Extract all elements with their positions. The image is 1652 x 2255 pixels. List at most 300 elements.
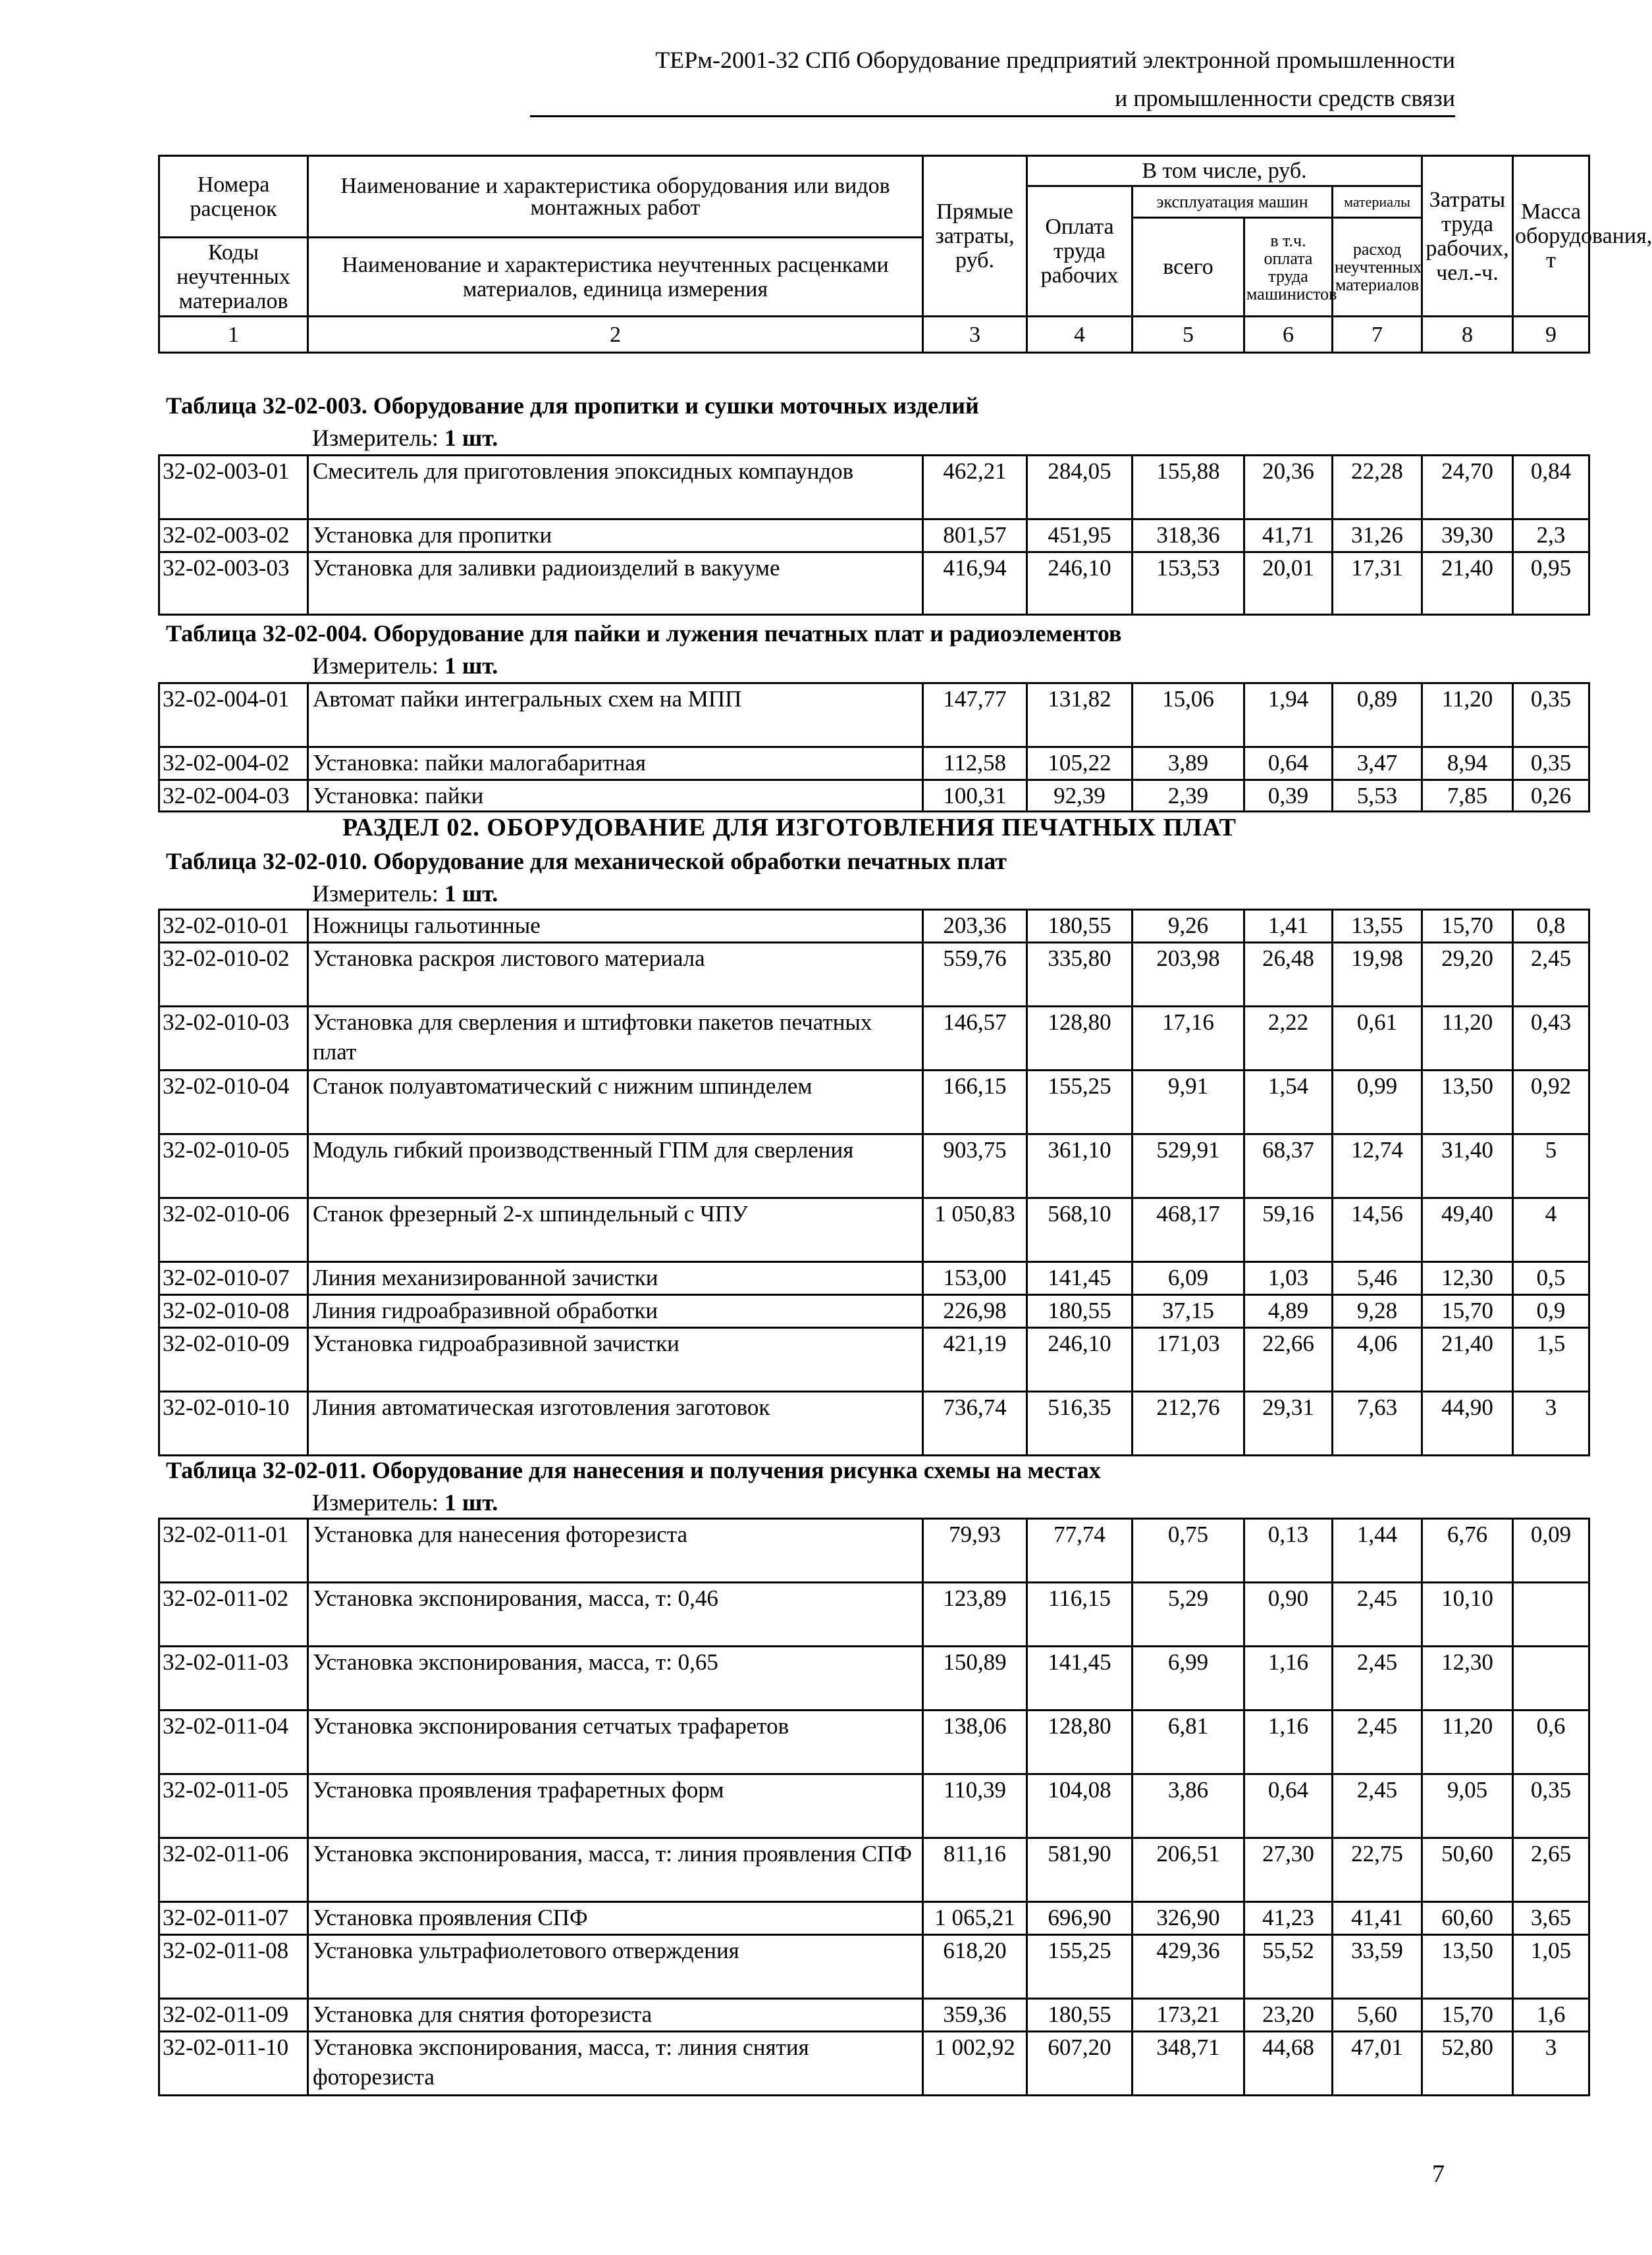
materials-cell: 22,28 xyxy=(1333,456,1422,519)
section-title: РАЗДЕЛ 02. ОБОРУДОВАНИЕ ДЛЯ ИЗГОТОВЛЕНИЯ ПЕЧАТНЫХ ПЛАТ xyxy=(342,814,1237,841)
materials-cell: 7,63 xyxy=(1333,1392,1422,1456)
materials-cell: 5,46 xyxy=(1333,1262,1422,1295)
machine-total-cell: 212,76 xyxy=(1132,1392,1244,1456)
materials-cell: 2,45 xyxy=(1333,1774,1422,1838)
header-line-1: ТЕРм-2001-32 СПб Оборудование предприятий электронной промышленности xyxy=(655,47,1455,73)
rate-code-cell: 32-02-010-04 xyxy=(159,1071,308,1134)
measure-line xyxy=(312,880,498,907)
machine-total-cell: 15,06 xyxy=(1132,683,1244,747)
materials-cell: 13,55 xyxy=(1333,910,1422,943)
table-row xyxy=(159,1007,1589,1071)
direct-cost-cell: 147,77 xyxy=(923,683,1027,747)
rate-code-cell: 32-02-011-08 xyxy=(159,1935,308,1999)
direct-cost-cell: 153,00 xyxy=(923,1262,1027,1295)
equipment-mass-cell: 0,43 xyxy=(1513,1007,1589,1071)
machine-total-cell: 0,75 xyxy=(1132,1519,1244,1583)
equipment-mass-cell: 3,65 xyxy=(1513,1902,1589,1935)
labor-hours-cell: 29,20 xyxy=(1422,943,1513,1007)
direct-cost-cell: 138,06 xyxy=(923,1711,1027,1774)
direct-cost-cell: 226,98 xyxy=(923,1295,1027,1328)
machinist-pay-cell: 0,13 xyxy=(1244,1519,1333,1583)
equipment-mass-cell: 1,05 xyxy=(1513,1935,1589,1999)
col-6-header: в т.ч. оплата труда машинистов xyxy=(1244,218,1333,317)
machines-header: эксплуатация машин xyxy=(1132,186,1333,218)
measure-line xyxy=(312,1489,498,1516)
machine-total-cell: 429,36 xyxy=(1132,1935,1244,1999)
description-cell: Линия механизированной зачистки xyxy=(308,1262,923,1295)
col-number: 2 xyxy=(308,317,923,353)
measure-label: Измеритель: xyxy=(312,425,439,451)
machinist-pay-cell: 26,48 xyxy=(1244,943,1333,1007)
rate-code-cell: 32-02-003-02 xyxy=(159,519,308,552)
rate-code-cell: 32-02-011-07 xyxy=(159,1902,308,1935)
col-5-header: всего xyxy=(1132,218,1244,317)
description-cell: Установка ультрафиолетового отверждения xyxy=(308,1935,923,1999)
col-number: 5 xyxy=(1132,317,1244,353)
labor-pay-cell: 180,55 xyxy=(1027,1999,1132,2032)
table-row xyxy=(159,910,1589,943)
labor-pay-cell: 77,74 xyxy=(1027,1519,1132,1583)
rate-code-cell: 32-02-010-02 xyxy=(159,943,308,1007)
direct-cost-cell: 166,15 xyxy=(923,1071,1027,1134)
rate-code-cell: 32-02-011-01 xyxy=(159,1519,308,1583)
machinist-pay-cell: 0,64 xyxy=(1244,747,1333,780)
table-row xyxy=(159,1134,1589,1198)
labor-hours-cell: 21,40 xyxy=(1422,552,1513,615)
data-table xyxy=(158,909,1590,1456)
page-number: 7 xyxy=(1432,2160,1445,2188)
rate-code-cell: 32-02-010-09 xyxy=(159,1328,308,1392)
direct-cost-cell: 416,94 xyxy=(923,552,1027,615)
col-8-header: Затраты труда рабочих, чел.-ч. xyxy=(1422,156,1513,317)
table-row xyxy=(159,1262,1589,1295)
header-line-2: и промышленности средств связи xyxy=(1115,85,1455,111)
col-1-bottom-header: Коды неучтенных материалов xyxy=(159,238,308,317)
labor-pay-cell: 335,80 xyxy=(1027,943,1132,1007)
rate-code-cell: 32-02-004-01 xyxy=(159,683,308,747)
materials-cell: 14,56 xyxy=(1333,1198,1422,1262)
machinist-pay-cell: 68,37 xyxy=(1244,1134,1333,1198)
labor-hours-cell: 60,60 xyxy=(1422,1902,1513,1935)
description-cell: Установка экспонирования, масса, т: 0,46 xyxy=(308,1583,923,1647)
labor-hours-cell: 31,40 xyxy=(1422,1134,1513,1198)
rate-code-cell: 32-02-011-10 xyxy=(159,2032,308,2096)
machine-total-cell: 2,39 xyxy=(1132,780,1244,812)
equipment-mass-cell: 0,6 xyxy=(1513,1711,1589,1774)
labor-pay-cell: 141,45 xyxy=(1027,1647,1132,1711)
rate-code-cell: 32-02-010-10 xyxy=(159,1392,308,1456)
equipment-mass-cell: 4 xyxy=(1513,1198,1589,1262)
materials-cell: 19,98 xyxy=(1333,943,1422,1007)
labor-pay-cell: 105,22 xyxy=(1027,747,1132,780)
labor-hours-cell: 11,20 xyxy=(1422,1007,1513,1071)
labor-pay-cell: 361,10 xyxy=(1027,1134,1132,1198)
col-2-bottom-header: Наименование и характеристика неучтенных расценками материалов, единица измерения xyxy=(308,238,923,317)
equipment-mass-cell: 1,6 xyxy=(1513,1999,1589,2032)
col-number: 6 xyxy=(1244,317,1333,353)
machine-total-cell: 37,15 xyxy=(1132,1295,1244,1328)
description-cell: Линия гидроабразивной обработки xyxy=(308,1295,923,1328)
labor-hours-cell: 10,10 xyxy=(1422,1583,1513,1647)
col-3-header: Прямые затраты, руб. xyxy=(923,156,1027,317)
running-header xyxy=(527,41,1455,117)
materials-cell: 2,45 xyxy=(1333,1711,1422,1774)
table-caption: Таблица 32-02-011. Оборудование для нанесения и получения рисунка схемы на местах xyxy=(166,1457,1101,1483)
labor-pay-cell: 155,25 xyxy=(1027,1935,1132,1999)
direct-cost-cell: 203,36 xyxy=(923,910,1027,943)
labor-hours-cell: 8,94 xyxy=(1422,747,1513,780)
materials-cell: 12,74 xyxy=(1333,1134,1422,1198)
direct-cost-cell: 359,36 xyxy=(923,1999,1027,2032)
description-cell: Станок фрезерный 2-х шпиндельный с ЧПУ xyxy=(308,1198,923,1262)
equipment-mass-cell: 3 xyxy=(1513,1392,1589,1456)
description-cell: Станок полуавтоматический с нижним шпинделем xyxy=(308,1071,923,1134)
description-cell: Установка: пайки малогабаритная xyxy=(308,747,923,780)
measure-label: Измеритель: xyxy=(312,652,439,679)
labor-hours-cell: 39,30 xyxy=(1422,519,1513,552)
materials-cell: 31,26 xyxy=(1333,519,1422,552)
direct-cost-cell: 421,19 xyxy=(923,1328,1027,1392)
table-row xyxy=(159,1392,1589,1456)
table-row xyxy=(159,1774,1589,1838)
direct-cost-cell: 150,89 xyxy=(923,1647,1027,1711)
materials-cell: 4,06 xyxy=(1333,1328,1422,1392)
labor-pay-cell: 696,90 xyxy=(1027,1902,1132,1935)
rate-code-cell: 32-02-010-07 xyxy=(159,1262,308,1295)
machinist-pay-cell: 41,23 xyxy=(1244,1902,1333,1935)
direct-cost-cell: 146,57 xyxy=(923,1007,1027,1071)
materials-cell: 3,47 xyxy=(1333,747,1422,780)
labor-pay-cell: 180,55 xyxy=(1027,910,1132,943)
machinist-pay-cell: 29,31 xyxy=(1244,1392,1333,1456)
direct-cost-cell: 1 050,83 xyxy=(923,1198,1027,1262)
col-number: 8 xyxy=(1422,317,1513,353)
description-cell: Установка гидроабразивной зачистки xyxy=(308,1328,923,1392)
machine-total-cell: 5,29 xyxy=(1132,1583,1244,1647)
rate-code-cell: 32-02-011-04 xyxy=(159,1711,308,1774)
direct-cost-cell: 100,31 xyxy=(923,780,1027,812)
machinist-pay-cell: 22,66 xyxy=(1244,1328,1333,1392)
description-cell: Установка: пайки xyxy=(308,780,923,812)
description-cell: Установка раскроя листового материала xyxy=(308,943,923,1007)
equipment-mass-cell: 0,35 xyxy=(1513,747,1589,780)
machine-total-cell: 529,91 xyxy=(1132,1134,1244,1198)
machine-total-cell: 3,89 xyxy=(1132,747,1244,780)
machine-total-cell: 318,36 xyxy=(1132,519,1244,552)
direct-cost-cell: 736,74 xyxy=(923,1392,1027,1456)
labor-pay-cell: 141,45 xyxy=(1027,1262,1132,1295)
measure-value: 1 шт. xyxy=(444,1489,498,1516)
machine-total-cell: 206,51 xyxy=(1132,1838,1244,1902)
direct-cost-cell: 801,57 xyxy=(923,519,1027,552)
description-cell: Установка для пропитки xyxy=(308,519,923,552)
rate-code-cell: 32-02-003-03 xyxy=(159,552,308,615)
labor-pay-cell: 568,10 xyxy=(1027,1198,1132,1262)
materials-cell: 9,28 xyxy=(1333,1295,1422,1328)
table-row xyxy=(159,552,1589,615)
machinist-pay-cell: 1,03 xyxy=(1244,1262,1333,1295)
table-row xyxy=(159,1838,1589,1902)
labor-pay-cell: 451,95 xyxy=(1027,519,1132,552)
table-row xyxy=(159,1198,1589,1262)
labor-pay-cell: 128,80 xyxy=(1027,1711,1132,1774)
machinist-pay-cell: 55,52 xyxy=(1244,1935,1333,1999)
equipment-mass-cell: 0,35 xyxy=(1513,1774,1589,1838)
description-cell: Смеситель для приготовления эпоксидных компаундов xyxy=(308,456,923,519)
measure-value: 1 шт. xyxy=(444,425,498,451)
labor-hours-cell: 44,90 xyxy=(1422,1392,1513,1456)
labor-hours-cell: 7,85 xyxy=(1422,780,1513,812)
machinist-pay-cell: 41,71 xyxy=(1244,519,1333,552)
table-row xyxy=(159,1295,1589,1328)
machinist-pay-cell: 0,90 xyxy=(1244,1583,1333,1647)
direct-cost-cell: 123,89 xyxy=(923,1583,1027,1647)
machinist-pay-cell: 27,30 xyxy=(1244,1838,1333,1902)
equipment-mass-cell: 0,35 xyxy=(1513,683,1589,747)
machine-total-cell: 3,86 xyxy=(1132,1774,1244,1838)
col-number: 4 xyxy=(1027,317,1132,353)
machine-total-cell: 9,26 xyxy=(1132,910,1244,943)
labor-hours-cell: 6,76 xyxy=(1422,1519,1513,1583)
table-row xyxy=(159,1902,1589,1935)
labor-hours-cell: 11,20 xyxy=(1422,1711,1513,1774)
materials-cell: 0,89 xyxy=(1333,683,1422,747)
description-cell: Установка проявления СПФ xyxy=(308,1902,923,1935)
labor-pay-cell: 116,15 xyxy=(1027,1583,1132,1647)
rate-code-cell: 32-02-010-06 xyxy=(159,1198,308,1262)
table-row xyxy=(159,1999,1589,2032)
machine-total-cell: 17,16 xyxy=(1132,1007,1244,1071)
description-cell: Установка для нанесения фоторезиста xyxy=(308,1519,923,1583)
equipment-mass-cell: 2,45 xyxy=(1513,943,1589,1007)
labor-hours-cell: 15,70 xyxy=(1422,910,1513,943)
machinist-pay-cell: 1,41 xyxy=(1244,910,1333,943)
col-number: 1 xyxy=(159,317,308,353)
labor-pay-cell: 607,20 xyxy=(1027,2032,1132,2096)
materials-cell: 2,45 xyxy=(1333,1583,1422,1647)
col-number: 9 xyxy=(1513,317,1589,353)
direct-cost-cell: 618,20 xyxy=(923,1935,1027,1999)
equipment-mass-cell: 2,65 xyxy=(1513,1838,1589,1902)
materials-cell: 5,60 xyxy=(1333,1999,1422,2032)
table-row xyxy=(159,2032,1589,2096)
labor-pay-cell: 131,82 xyxy=(1027,683,1132,747)
group-header: В том числе, руб. xyxy=(1027,156,1422,186)
description-cell: Установка для сверления и штифтовки пакетов печатных плат xyxy=(308,1007,923,1071)
col-7-header: расход неучтенных материалов xyxy=(1333,218,1422,317)
rate-code-cell: 32-02-010-03 xyxy=(159,1007,308,1071)
equipment-mass-cell: 0,84 xyxy=(1513,456,1589,519)
header-divider xyxy=(530,115,1455,117)
equipment-mass-cell xyxy=(1513,1647,1589,1711)
table-row xyxy=(159,1647,1589,1711)
labor-hours-cell: 24,70 xyxy=(1422,456,1513,519)
equipment-mass-cell: 0,26 xyxy=(1513,780,1589,812)
description-cell: Ножницы гальотинные xyxy=(308,910,923,943)
table-caption: Таблица 32-02-004. Оборудование для пайки и лужения печатных плат и радиоэлементов xyxy=(166,620,1122,647)
direct-cost-cell: 811,16 xyxy=(923,1838,1027,1902)
labor-hours-cell: 12,30 xyxy=(1422,1262,1513,1295)
labor-pay-cell: 246,10 xyxy=(1027,1328,1132,1392)
machinist-pay-cell: 20,01 xyxy=(1244,552,1333,615)
labor-pay-cell: 516,35 xyxy=(1027,1392,1132,1456)
col-9-header: Масса оборудования, т xyxy=(1513,156,1589,317)
equipment-mass-cell: 0,95 xyxy=(1513,552,1589,615)
machinist-pay-cell: 2,22 xyxy=(1244,1007,1333,1071)
rate-code-cell: 32-02-003-01 xyxy=(159,456,308,519)
description-cell: Линия автоматическая изготовления заготовок xyxy=(308,1392,923,1456)
machinist-pay-cell: 1,54 xyxy=(1244,1071,1333,1134)
table-row xyxy=(159,1935,1589,1999)
rate-code-cell: 32-02-004-03 xyxy=(159,780,308,812)
materials-cell: 47,01 xyxy=(1333,2032,1422,2096)
table-row xyxy=(159,747,1589,780)
direct-cost-cell: 112,58 xyxy=(923,747,1027,780)
machine-total-cell: 203,98 xyxy=(1132,943,1244,1007)
rate-code-cell: 32-02-011-05 xyxy=(159,1774,308,1838)
machinist-pay-cell: 20,36 xyxy=(1244,456,1333,519)
machine-total-cell: 6,81 xyxy=(1132,1711,1244,1774)
machinist-pay-cell: 0,64 xyxy=(1244,1774,1333,1838)
machine-total-cell: 153,53 xyxy=(1132,552,1244,615)
machine-total-cell: 468,17 xyxy=(1132,1198,1244,1262)
machinist-pay-cell: 44,68 xyxy=(1244,2032,1333,2096)
description-cell: Установка экспонирования, масса, т: 0,65 xyxy=(308,1647,923,1711)
equipment-mass-cell: 2,3 xyxy=(1513,519,1589,552)
materials-cell: 2,45 xyxy=(1333,1647,1422,1711)
direct-cost-cell: 1 002,92 xyxy=(923,2032,1027,2096)
machine-total-cell: 348,71 xyxy=(1132,2032,1244,2096)
direct-cost-cell: 79,93 xyxy=(923,1519,1027,1583)
labor-hours-cell: 52,80 xyxy=(1422,2032,1513,2096)
table-caption: Таблица 32-02-010. Оборудование для механической обработки печатных плат xyxy=(166,848,1007,874)
machinist-pay-cell: 1,94 xyxy=(1244,683,1333,747)
machinist-pay-cell: 23,20 xyxy=(1244,1999,1333,2032)
col-number: 3 xyxy=(923,317,1027,353)
measure-line xyxy=(312,424,498,452)
rate-code-cell: 32-02-010-01 xyxy=(159,910,308,943)
description-cell: Установка для снятия фоторезиста xyxy=(308,1999,923,2032)
labor-hours-cell: 15,70 xyxy=(1422,1295,1513,1328)
materials-cell: 1,44 xyxy=(1333,1519,1422,1583)
column-header-table xyxy=(158,155,1652,354)
description-cell: Установка проявления трафаретных форм xyxy=(308,1774,923,1838)
description-cell: Установка для заливки радиоизделий в вакууме xyxy=(308,552,923,615)
direct-cost-cell: 559,76 xyxy=(923,943,1027,1007)
table-row xyxy=(159,1328,1589,1392)
table-row xyxy=(159,1071,1589,1134)
direct-cost-cell: 1 065,21 xyxy=(923,1902,1027,1935)
measure-line xyxy=(312,652,498,679)
materials-cell: 22,75 xyxy=(1333,1838,1422,1902)
col-2-top-header: Наименование и характеристика оборудования или видов монтажных работ xyxy=(308,156,923,238)
table-row xyxy=(159,456,1589,519)
materials-cell: 33,59 xyxy=(1333,1935,1422,1999)
materials-cell: 17,31 xyxy=(1333,552,1422,615)
table-row xyxy=(159,683,1589,747)
machinist-pay-cell: 59,16 xyxy=(1244,1198,1333,1262)
materials-header: материалы xyxy=(1333,186,1422,218)
labor-hours-cell: 13,50 xyxy=(1422,1071,1513,1134)
labor-pay-cell: 155,25 xyxy=(1027,1071,1132,1134)
materials-cell: 41,41 xyxy=(1333,1902,1422,1935)
equipment-mass-cell: 0,9 xyxy=(1513,1295,1589,1328)
measure-label: Измеритель: xyxy=(312,1489,439,1516)
materials-cell: 5,53 xyxy=(1333,780,1422,812)
labor-hours-cell: 13,50 xyxy=(1422,1935,1513,1999)
data-table xyxy=(158,682,1590,812)
rate-code-cell: 32-02-011-03 xyxy=(159,1647,308,1711)
table-caption: Таблица 32-02-003. Оборудование для пропитки и сушки моточных изделий xyxy=(166,392,979,419)
measure-value: 1 шт. xyxy=(444,880,498,907)
description-cell: Автомат пайки интегральных схем на МПП xyxy=(308,683,923,747)
machine-total-cell: 155,88 xyxy=(1132,456,1244,519)
labor-pay-cell: 128,80 xyxy=(1027,1007,1132,1071)
equipment-mass-cell: 1,5 xyxy=(1513,1328,1589,1392)
materials-cell: 0,99 xyxy=(1333,1071,1422,1134)
machinist-pay-cell: 1,16 xyxy=(1244,1647,1333,1711)
rate-code-cell: 32-02-011-09 xyxy=(159,1999,308,2032)
direct-cost-cell: 462,21 xyxy=(923,456,1027,519)
equipment-mass-cell: 3 xyxy=(1513,2032,1589,2096)
table-row xyxy=(159,519,1589,552)
description-cell: Установка экспонирования сетчатых трафаретов xyxy=(308,1711,923,1774)
data-table xyxy=(158,454,1590,616)
machine-total-cell: 9,91 xyxy=(1132,1071,1244,1134)
materials-cell: 0,61 xyxy=(1333,1007,1422,1071)
description-cell: Модуль гибкий производственный ГПМ для сверления xyxy=(308,1134,923,1198)
machinist-pay-cell: 1,16 xyxy=(1244,1711,1333,1774)
labor-hours-cell: 49,40 xyxy=(1422,1198,1513,1262)
machine-total-cell: 171,03 xyxy=(1132,1328,1244,1392)
table-row xyxy=(159,1519,1589,1583)
description-cell: Установка экспонирования, масса, т: линия проявления СПФ xyxy=(308,1838,923,1902)
equipment-mass-cell xyxy=(1513,1583,1589,1647)
rate-code-cell: 32-02-010-05 xyxy=(159,1134,308,1198)
data-table xyxy=(158,1518,1590,2096)
col-4-header: Оплата труда рабочих xyxy=(1027,186,1132,317)
col-1-top-header: Номера расценок xyxy=(159,156,308,238)
table-row xyxy=(159,943,1589,1007)
rate-code-cell: 32-02-004-02 xyxy=(159,747,308,780)
equipment-mass-cell: 0,92 xyxy=(1513,1071,1589,1134)
labor-hours-cell: 21,40 xyxy=(1422,1328,1513,1392)
rate-code-cell: 32-02-010-08 xyxy=(159,1295,308,1328)
direct-cost-cell: 110,39 xyxy=(923,1774,1027,1838)
labor-pay-cell: 581,90 xyxy=(1027,1838,1132,1902)
direct-cost-cell: 903,75 xyxy=(923,1134,1027,1198)
machine-total-cell: 326,90 xyxy=(1132,1902,1244,1935)
labor-hours-cell: 15,70 xyxy=(1422,1999,1513,2032)
labor-hours-cell: 9,05 xyxy=(1422,1774,1513,1838)
labor-pay-cell: 246,10 xyxy=(1027,552,1132,615)
table-row xyxy=(159,1583,1589,1647)
equipment-mass-cell: 0,8 xyxy=(1513,910,1589,943)
machinist-pay-cell: 4,89 xyxy=(1244,1295,1333,1328)
labor-hours-cell: 11,20 xyxy=(1422,683,1513,747)
labor-pay-cell: 92,39 xyxy=(1027,780,1132,812)
machine-total-cell: 6,99 xyxy=(1132,1647,1244,1711)
equipment-mass-cell: 5 xyxy=(1513,1134,1589,1198)
labor-pay-cell: 284,05 xyxy=(1027,456,1132,519)
measure-label: Измеритель: xyxy=(312,880,439,907)
table-row xyxy=(159,1711,1589,1774)
equipment-mass-cell: 0,5 xyxy=(1513,1262,1589,1295)
col-number: 7 xyxy=(1333,317,1422,353)
machinist-pay-cell: 0,39 xyxy=(1244,780,1333,812)
rate-code-cell: 32-02-011-02 xyxy=(159,1583,308,1647)
description-cell: Установка экспонирования, масса, т: линия снятия фоторезиста xyxy=(308,2032,923,2096)
